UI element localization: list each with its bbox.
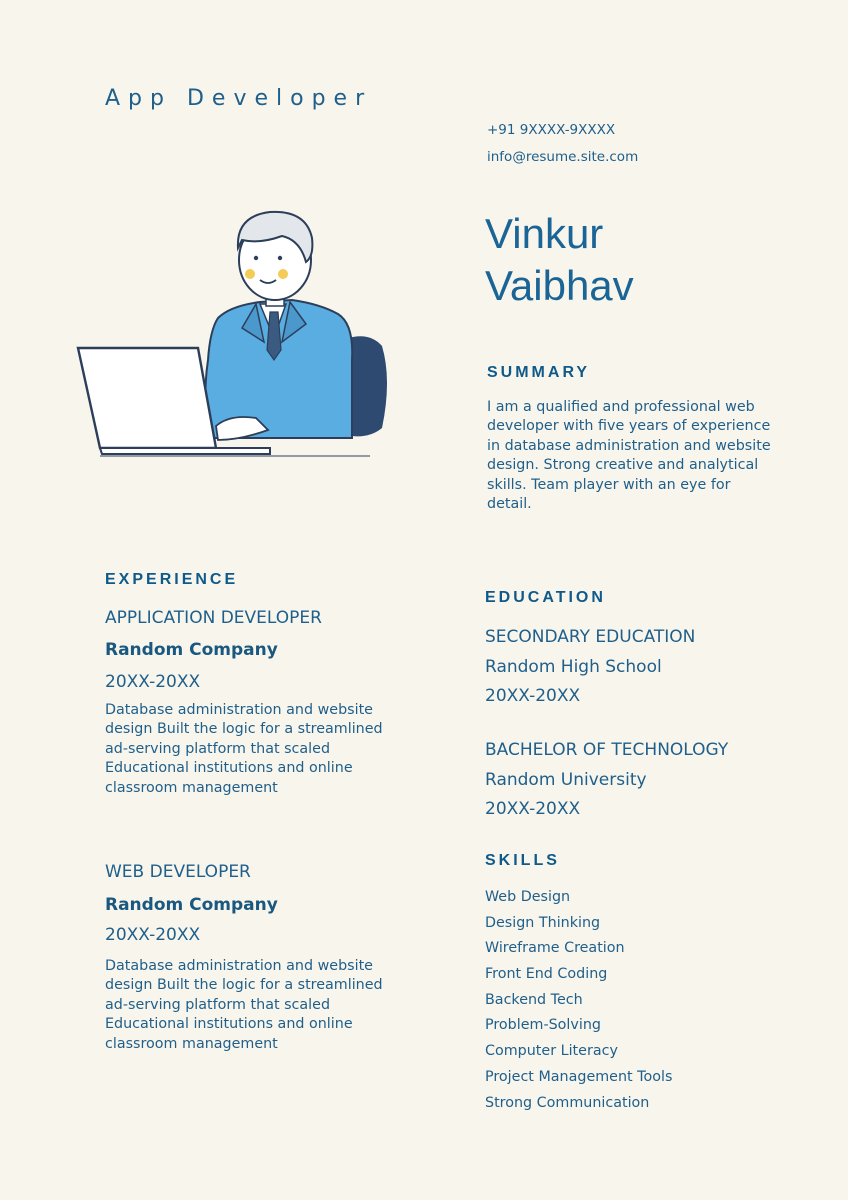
skills-list bbox=[485, 886, 672, 1117]
developer-at-laptop-illustration bbox=[70, 200, 400, 460]
person-name bbox=[485, 208, 634, 312]
skill-item: Project Management Tools bbox=[485, 1068, 673, 1085]
first-name: Vinkur bbox=[485, 210, 604, 257]
laptop-screen bbox=[78, 348, 216, 448]
skills-heading: SKILLS bbox=[485, 852, 560, 869]
experience-description: Database administration and website design Built the logic for a streamlined ad-serving platform that scaled Educational institutions and online classroom management bbox=[105, 958, 383, 1052]
laptop-base bbox=[100, 448, 270, 454]
experience-company: Random Company bbox=[105, 640, 278, 660]
education-dates: 20XX-20XX bbox=[485, 799, 581, 819]
education-institution: Random High School bbox=[485, 657, 662, 677]
tie-shape bbox=[267, 312, 281, 360]
skill-item: Web Design bbox=[485, 889, 571, 905]
skill-item: Design Thinking bbox=[485, 914, 601, 931]
education-institution: Random University bbox=[485, 770, 647, 790]
experience-heading: EXPERIENCE bbox=[105, 571, 239, 588]
phone-number: +91 9XXXX-9XXXX bbox=[487, 122, 616, 138]
experience-company: Random Company bbox=[105, 895, 278, 915]
experience-dates: 20XX-20XX bbox=[105, 925, 201, 945]
skill-item: Strong Communication bbox=[485, 1094, 650, 1111]
education-degree: BACHELOR OF TECHNOLOGY bbox=[485, 740, 729, 760]
skill-item: Front End Coding bbox=[485, 966, 608, 983]
skill-item: Backend Tech bbox=[485, 991, 583, 1008]
job-role-title: App Developer bbox=[105, 86, 373, 111]
chair-shape bbox=[348, 336, 387, 436]
experience-dates: 20XX-20XX bbox=[105, 672, 201, 692]
skill-item: Computer Literacy bbox=[485, 1043, 618, 1060]
education-heading: EDUCATION bbox=[485, 589, 606, 606]
last-name: Vaibhav bbox=[485, 262, 634, 309]
skill-item: Problem-Solving bbox=[485, 1017, 601, 1034]
experience-role: APPLICATION DEVELOPER bbox=[105, 608, 322, 628]
skill-item: Wireframe Creation bbox=[485, 940, 625, 957]
experience-description: Database administration and website design Built the logic for a streamlined ad-serving platform that scaled Educational institutions and online classroom management bbox=[105, 702, 383, 796]
email-address: info@resume.site.com bbox=[487, 149, 639, 165]
summary-heading: SUMMARY bbox=[487, 364, 591, 381]
education-degree: SECONDARY EDUCATION bbox=[485, 627, 696, 647]
summary-text: I am a qualified and professional web developer with five years of experience in database administration and website design. Strong creative and analytical skills. Team player with an eye for detail. bbox=[487, 399, 771, 513]
education-dates: 20XX-20XX bbox=[485, 686, 581, 706]
experience-role: WEB DEVELOPER bbox=[105, 862, 251, 882]
